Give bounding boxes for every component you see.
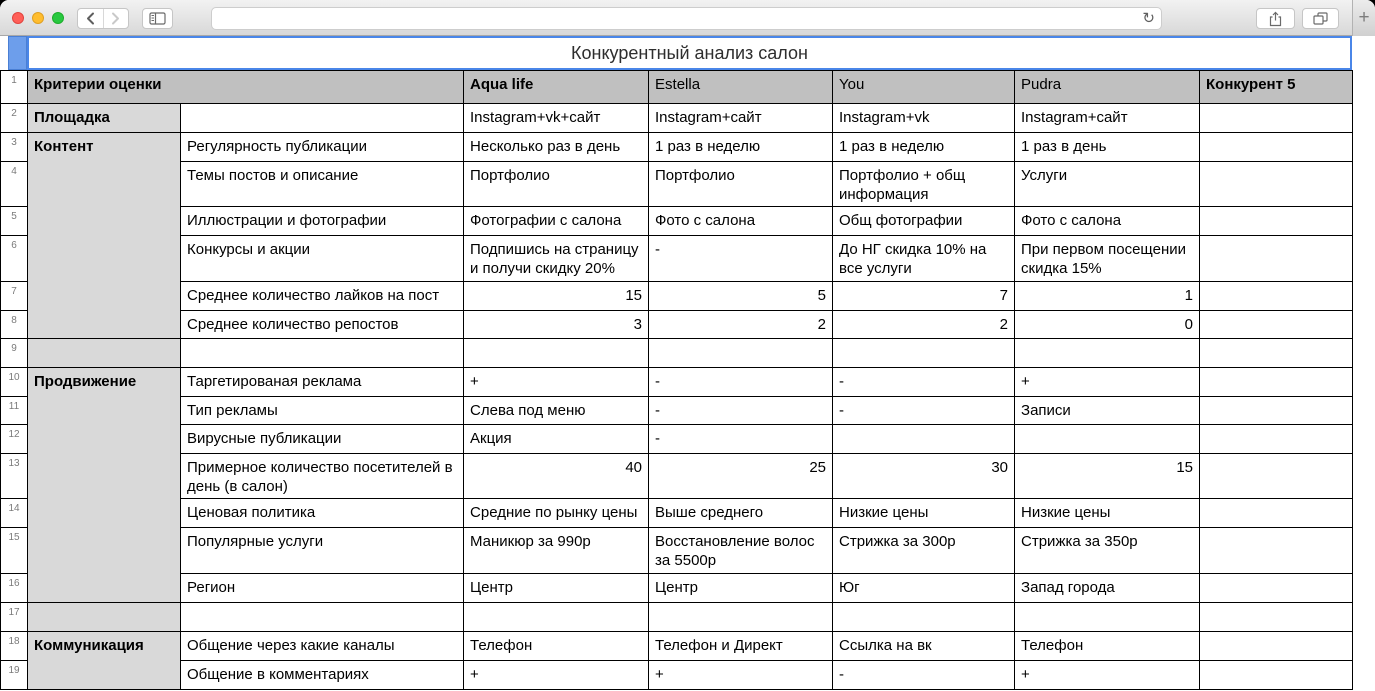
cell[interactable]	[1200, 311, 1353, 339]
cell[interactable]: -	[833, 368, 1015, 397]
cell[interactable]: Телефон	[464, 632, 649, 661]
share-button[interactable]	[1256, 8, 1295, 29]
cell[interactable]: 15	[1015, 454, 1200, 499]
cell[interactable]	[1200, 207, 1353, 236]
forward-button[interactable]	[104, 9, 129, 28]
zoom-window-button[interactable]	[52, 12, 64, 24]
close-window-button[interactable]	[12, 12, 24, 24]
table-row	[1, 454, 1353, 499]
cell[interactable]: 30	[833, 454, 1015, 499]
section-cell[interactable]	[28, 339, 181, 368]
cell[interactable]: -	[833, 397, 1015, 425]
cell[interactable]: Популярные услуги	[181, 528, 464, 574]
cell[interactable]: Акция	[464, 425, 649, 454]
sheet-title-cell[interactable]	[27, 36, 1352, 70]
cell[interactable]: Instagram+сайт	[1015, 104, 1200, 133]
cell[interactable]	[1200, 632, 1353, 661]
cell[interactable]: Вирусные публикации	[181, 425, 464, 454]
cell[interactable]: 2	[649, 311, 833, 339]
cell[interactable]	[1200, 133, 1353, 162]
cell[interactable]: Темы постов и описание	[181, 162, 464, 207]
tab-overview-button[interactable]	[1302, 8, 1339, 29]
cell[interactable]: Стрижка за 350р	[1015, 528, 1200, 574]
cell[interactable]: Портфолио + общ информация	[833, 162, 1015, 207]
row-number[interactable]: 8	[1, 311, 28, 339]
cell[interactable]	[1200, 528, 1353, 574]
cell[interactable]	[1200, 368, 1353, 397]
cell[interactable]	[181, 339, 464, 368]
cell[interactable]: Юг	[833, 574, 1015, 603]
browser-toolbar	[0, 0, 1375, 36]
table-row	[1, 104, 1353, 133]
title-row-header-cell[interactable]	[8, 36, 27, 70]
row-number[interactable]: 6	[1, 236, 28, 282]
cell[interactable]: Маникюр за 990р	[464, 528, 649, 574]
cell[interactable]: Instagram+сайт	[649, 104, 833, 133]
cell[interactable]: Центр	[649, 574, 833, 603]
table-row	[1, 162, 1353, 207]
section-cell[interactable]: Продвижение	[28, 368, 181, 603]
row-number[interactable]: 1	[1, 71, 28, 104]
cell[interactable]: +	[649, 661, 833, 690]
cell[interactable]: +	[1015, 368, 1200, 397]
cell[interactable]: 1	[1015, 282, 1200, 311]
cell[interactable]	[1200, 574, 1353, 603]
cell[interactable]	[833, 603, 1015, 632]
row-number[interactable]: 19	[1, 661, 28, 690]
table-row	[1, 574, 1353, 603]
cell[interactable]: Стрижка за 300р	[833, 528, 1015, 574]
cell[interactable]: -	[649, 368, 833, 397]
cell[interactable]: Фото с салона	[1015, 207, 1200, 236]
table-row	[1, 207, 1353, 236]
cell[interactable]: 3	[464, 311, 649, 339]
cell[interactable]: +	[464, 368, 649, 397]
table-row	[1, 528, 1353, 574]
table-row	[1, 282, 1353, 311]
table-row	[1, 368, 1353, 397]
cell[interactable]	[464, 603, 649, 632]
cell[interactable]: 1 раз в неделю	[833, 133, 1015, 162]
cell[interactable]: Instagram+vk+сайт	[464, 104, 649, 133]
cell[interactable]: -	[833, 661, 1015, 690]
share-icon	[1269, 11, 1282, 27]
row-number[interactable]: 13	[1, 454, 28, 499]
cell[interactable]: Восстановление волос за 5500р	[649, 528, 833, 574]
cell[interactable]: -	[649, 236, 833, 282]
cell[interactable]: -	[649, 397, 833, 425]
cell[interactable]	[1015, 603, 1200, 632]
cell[interactable]: Примерное количество посетителей в день (в салон)	[181, 454, 464, 499]
cell[interactable]: Услуги	[1015, 162, 1200, 207]
forward-chevron-icon	[111, 12, 120, 25]
plus-icon: +	[1358, 7, 1370, 28]
cell[interactable]: Фотографии с салона	[464, 207, 649, 236]
cell[interactable]: 15	[464, 282, 649, 311]
address-bar[interactable]	[211, 7, 1162, 30]
cell[interactable]: 5	[649, 282, 833, 311]
cell[interactable]	[181, 603, 464, 632]
cell[interactable]	[464, 339, 649, 368]
table-row	[1, 425, 1353, 454]
row-number[interactable]: 18	[1, 632, 28, 661]
table-row	[1, 397, 1353, 425]
row-number[interactable]: 5	[1, 207, 28, 236]
back-button[interactable]	[78, 9, 104, 28]
cell[interactable]: Регулярность публикации	[181, 133, 464, 162]
section-cell[interactable]: Коммуникация	[28, 632, 181, 690]
table-row	[1, 632, 1353, 661]
cell[interactable]: 25	[649, 454, 833, 499]
row-number[interactable]: 15	[1, 528, 28, 574]
cell[interactable]: Общ фотографии	[833, 207, 1015, 236]
cell[interactable]: До НГ скидка 10% на все услуги	[833, 236, 1015, 282]
cell[interactable]: +	[464, 661, 649, 690]
cell[interactable]: Фото с салона	[649, 207, 833, 236]
cell[interactable]: Тип рекламы	[181, 397, 464, 425]
spreadsheet	[0, 70, 1353, 690]
cell[interactable]: Общение в комментариях	[181, 661, 464, 690]
cell[interactable]: Регион	[181, 574, 464, 603]
cell[interactable]: Подпишись на страницу и получи скидку 20%	[464, 236, 649, 282]
row-number[interactable]: 10	[1, 368, 28, 397]
reload-icon[interactable]: ↻	[1142, 10, 1155, 27]
cell[interactable]: 1 раз в неделю	[649, 133, 833, 162]
row-number[interactable]: 9	[1, 339, 28, 368]
row-number[interactable]: 12	[1, 425, 28, 454]
cell[interactable]: Телефон и Директ	[649, 632, 833, 661]
cell[interactable]: 2	[833, 311, 1015, 339]
header-cell[interactable]: Критерии оценки	[28, 71, 464, 104]
cell[interactable]: Ссылка на вк	[833, 632, 1015, 661]
cell[interactable]: Иллюстрации и фотографии	[181, 207, 464, 236]
header-cell[interactable]: Estella	[649, 71, 833, 104]
cell[interactable]	[1200, 661, 1353, 690]
cell[interactable]: Средние по рынку цены	[464, 499, 649, 528]
header-cell[interactable]: Pudra	[1015, 71, 1200, 104]
section-cell[interactable]: Площадка	[28, 104, 181, 133]
cell[interactable]: Общение через какие каналы	[181, 632, 464, 661]
cell[interactable]: 40	[464, 454, 649, 499]
cell[interactable]: Instagram+vk	[833, 104, 1015, 133]
cell[interactable]	[1200, 236, 1353, 282]
cell[interactable]	[649, 339, 833, 368]
cell[interactable]: Телефон	[1015, 632, 1200, 661]
table-row	[1, 311, 1353, 339]
header-cell[interactable]: Конкурент 5	[1200, 71, 1353, 104]
new-tab-button[interactable]	[1352, 0, 1375, 36]
cell[interactable]	[649, 603, 833, 632]
cell[interactable]: Низкие цены	[833, 499, 1015, 528]
row-number[interactable]: 16	[1, 574, 28, 603]
cell[interactable]: 7	[833, 282, 1015, 311]
cell[interactable]: Низкие цены	[1015, 499, 1200, 528]
cell[interactable]: Слева под меню	[464, 397, 649, 425]
table-row	[1, 603, 1353, 632]
cell[interactable]: Портфолио	[649, 162, 833, 207]
cell[interactable]	[1015, 339, 1200, 368]
cell[interactable]: Центр	[464, 574, 649, 603]
table-row	[1, 661, 1353, 690]
cell[interactable]	[1200, 282, 1353, 311]
table-row	[1, 499, 1353, 528]
tabs-icon	[1313, 12, 1328, 25]
table-row	[1, 71, 1353, 104]
nav-buttons	[77, 8, 129, 29]
cell[interactable]	[1200, 104, 1353, 133]
section-cell[interactable]	[28, 603, 181, 632]
cell[interactable]: 1 раз в день	[1015, 133, 1200, 162]
table-row	[1, 133, 1353, 162]
row-number[interactable]: 4	[1, 162, 28, 207]
row-number[interactable]: 2	[1, 104, 28, 133]
cell[interactable]	[833, 339, 1015, 368]
minimize-window-button[interactable]	[32, 12, 44, 24]
row-number[interactable]: 7	[1, 282, 28, 311]
cell[interactable]	[1015, 425, 1200, 454]
cell[interactable]	[181, 104, 464, 133]
cell[interactable]: Таргетированая реклама	[181, 368, 464, 397]
cell[interactable]: Портфолио	[464, 162, 649, 207]
cell[interactable]: +	[1015, 661, 1200, 690]
cell[interactable]: Выше среднего	[649, 499, 833, 528]
cell[interactable]: Конкурсы и акции	[181, 236, 464, 282]
sidebar-icon	[149, 12, 166, 25]
cell[interactable]	[1200, 603, 1353, 632]
cell[interactable]: Запад города	[1015, 574, 1200, 603]
cell[interactable]	[1200, 454, 1353, 499]
cell[interactable]: Несколько раз в день	[464, 133, 649, 162]
sheet-title: Конкурентный анализ салон	[571, 42, 808, 63]
table-row	[1, 339, 1353, 368]
cell[interactable]	[1200, 499, 1353, 528]
row-number[interactable]: 14	[1, 499, 28, 528]
cell[interactable]: При первом посещении скидка 15%	[1015, 236, 1200, 282]
cell[interactable]: -	[649, 425, 833, 454]
row-number[interactable]: 3	[1, 133, 28, 162]
sidebar-toggle-button[interactable]	[142, 8, 173, 29]
cell[interactable]	[833, 425, 1015, 454]
cell[interactable]: Записи	[1015, 397, 1200, 425]
cell[interactable]	[1200, 425, 1353, 454]
row-number[interactable]: 17	[1, 603, 28, 632]
row-number[interactable]: 11	[1, 397, 28, 425]
section-cell[interactable]: Контент	[28, 133, 181, 339]
cell[interactable]	[1200, 397, 1353, 425]
window-controls	[12, 12, 64, 24]
table-row	[1, 236, 1353, 282]
cell[interactable]	[1200, 339, 1353, 368]
sheet-page	[0, 36, 1375, 691]
cell[interactable]: Ценовая политика	[181, 499, 464, 528]
header-cell[interactable]: You	[833, 71, 1015, 104]
cell[interactable]: Среднее количество лайков на пост	[181, 282, 464, 311]
header-cell[interactable]: Aqua life	[464, 71, 649, 104]
cell[interactable]: Среднее количество репостов	[181, 311, 464, 339]
cell[interactable]: 0	[1015, 311, 1200, 339]
cell[interactable]	[1200, 162, 1353, 207]
back-chevron-icon	[86, 12, 95, 25]
